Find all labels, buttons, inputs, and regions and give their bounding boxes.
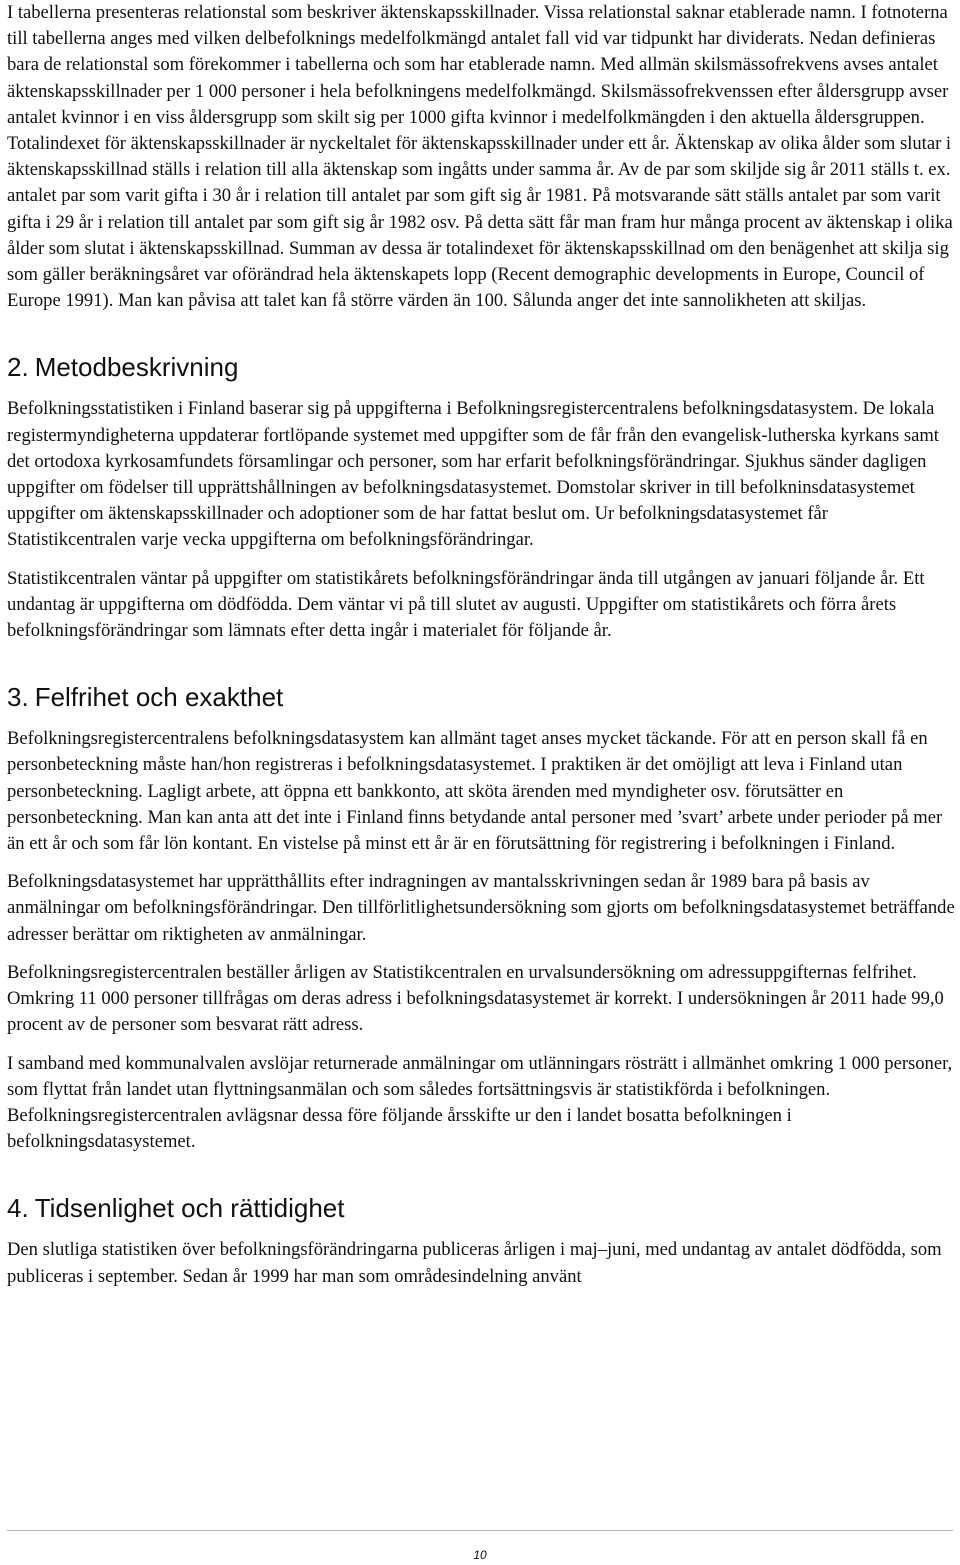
section-number: 3.: [7, 682, 29, 713]
body-paragraph: Befolkningsregistercentralens befolkningsdatasystem kan allmänt taget anses mycket täckande. För att en person skall få en personbeteckning måste han/hon registreras i befolkningsdatasystemet. I praktiken är det omöjligt att leva i Finland utan personbeteckning. Lagligt arbete, att öppna ett bankkonto, att sköta ärenden med myndigheter osv. förutsätter en personbeteckning. Man kan anta att det inte i Finland finns betydande antal personer med ’svart’ arbete under perioder på mer än ett år och som får lön kontant. En vistelse på minst ett år är en förutsättning för registrering i befolkningen i Finland.: [7, 728, 943, 855]
section-number: 4.: [7, 1193, 29, 1224]
section-heading-tidsenlighet: [7, 1193, 955, 1223]
body-paragraph: Befolkningsdatasystemet har upprätthållits efter indragningen av mantalsskrivningen sedan år 1989 bara på basis av anmälningar om befolkningsförändringar. Den tillförlitlighetsundersökning som gjorts om befolkningsdatasystemet beträffande adresser berättar om riktigheten av anmälningar.: [7, 871, 955, 945]
document-page: [7, 0, 955, 1302]
body-paragraph: Den slutliga statistiken över befolkningsförändringarna publiceras årligen i maj–juni, med undantag av antalet dödfödda, som publiceras i september. Sedan år 1999 har man som områdesindelning använt: [7, 1239, 942, 1287]
body-paragraph: Statistikcentralen väntar på uppgifter om statistikårets befolkningsförändringar ända till utgången av januari följande år. Ett undantag är uppgifterna om dödfödda. Dem väntar vi på till slutet av augusti. Uppgifter om statistikårets och förra årets befolkningsförändringar som lämnats efter detta ingår i materialet för följande år.: [7, 567, 925, 642]
body-paragraph: Befolkningsstatistiken i Finland baserar sig på uppgifterna i Befolkningsregistercentralens befolkningsdatasystem. De lokala registermyndigheterna uppdaterar fortlöpande systemet med uppgifter som de får från den evangelisk-lutherska kyrkans samt det ortodoxa kyrkosamfundets församlingar och personer, som har erfarit befolkningsförändringar. Sjukhus sänder dagligen uppgifter om födelser till upprättshållningen av befolkningsdatasystemet. Domstolar skriver in till befolkninsdatasystemet uppgifter om äktenskapsskillnader och adoptioner som de har fattat beslut om. Ur befolkningsdatasystemet får Statistikcentralen varje vecka uppgifterna om befolkningsförändringar.: [7, 398, 939, 551]
body-paragraph: Befolkningsregistercentralen beställer årligen av Statistikcentralen en urvalsundersökning om adressuppgifternas felfrihet. Omkring 11 000 personer tillfrågas om deras adress i befolkningsdatasystemet är korrekt. I undersökningen år 2011 hade 99,0 procent av de personer som besvarat rätt adress.: [7, 961, 944, 1036]
section-title: Metodbeskrivning: [34, 352, 239, 383]
section-title: Tidsenlighet och rättidighet: [34, 1193, 345, 1224]
page-number: 10: [473, 1548, 487, 1562]
section-heading-metodbeskrivning: [7, 352, 955, 382]
section-title: Felfrihet och exakthet: [34, 682, 284, 713]
intro-paragraph: I tabellerna presenteras relationstal som beskriver äktenskapsskillnader. Vissa relationstal saknar etablerade namn. I fotnoterna till tabellerna anges med vilken delbefolknings medelfolkmängd antalet fall vid var tidpunkt har dividerats. Nedan definieras bara de relationstal som förekommer i tabellerna och som har etablerade namn. Med allmän skilsmässofrekvens avses antalet äktenskapsskillnader per 1 000 personer i hela befolkningens medelfolkmängd. Skilsmässofrekvenssen efter åldersgrupp avser antalet kvinnor i en viss åldersgrupp som skilt sig per 1000 gifta kvinnor i medelfolkmängden i den aktuella åldersgruppen. Totalindexet för äktenskapsskillnader är nyckeltalet för äktenskapsskillnader under ett år. Äktenskap av olika ålder som slutar i äktenskapsskillnad ställs i relation till alla äktenskap som ingåtts under samma år. Av de par som skiljde sig år 2011 ställs t. ex. antalet par som varit gifta i 30 år i relation till antalet par som gift sig år 1981. På motsvarande sätt ställs antalet par som varit gifta i 29 år i relation till antalet par som gift sig år 1982 osv. På detta sätt får man fram hur många procent av äktenskap i olika ålder som slutat i äktenskapsskillnad. Summan av dessa är totalindexet för äktenskapsskillnad om den benägenhet att skilja sig som gäller beräkningsåret var oförändrad hela äktenskapets lopp (Recent demographic developments in Europe, Council of Europe 1991). Man kan påvisa att talet kan få större värden än 100. Sålunda anger det inte sannolikheten att skiljas.: [7, 2, 953, 312]
section-number: 2.: [7, 352, 29, 383]
body-paragraph: I samband med kommunalvalen avslöjar returnerade anmälningar om utlänningars rösträtt i allmänhet omkring 1 000 personer, som flyttat från landet utan flyttningsanmälan och som således fortsättningsvis är statistikförda i befolkningen. Befolkningsregistercentralen avlägsnar dessa före följande årsskifte ur den i landet bosatta befolkningen i befolkningsdatasystemet.: [7, 1052, 953, 1153]
section-heading-felfrihet: [7, 682, 955, 712]
footer-divider: [7, 1530, 953, 1531]
